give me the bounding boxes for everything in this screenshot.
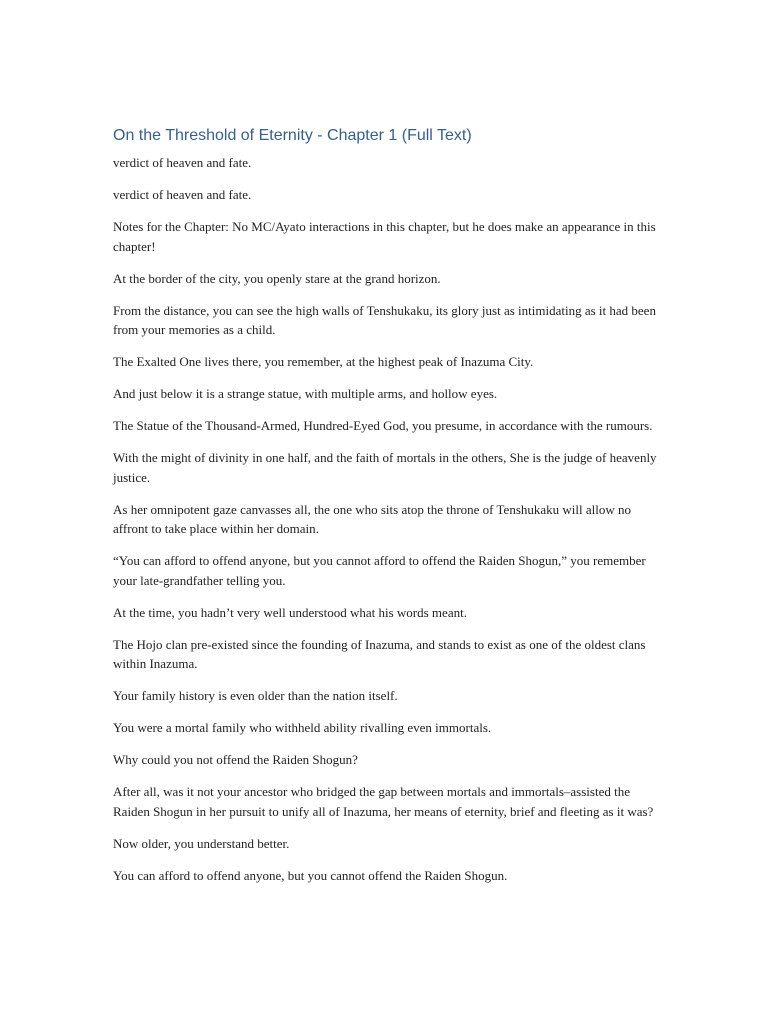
document-title: On the Threshold of Eternity - Chapter 1 (Full Text) <box>113 127 472 144</box>
paragraph: verdict of heaven and fate. <box>113 187 252 202</box>
paragraph: At the time, you hadn’t very well understood what his words meant. <box>113 604 467 620</box>
paragraph: After all, was it not your ancestor who bridged the gap between mortals and immortals–assisted the Raiden Shogun in her pursuit to unify all of Inazuma, her means of eternity, brief and fleeting as it was? <box>113 784 654 819</box>
paragraph: At the border of the city, you openly stare at the grand horizon. <box>113 270 441 286</box>
paragraph: The Hojo clan pre-existed since the founding of Inazuma, and stands to exist as one of the oldest clans within Inazuma. <box>113 636 646 671</box>
paragraph: You were a mortal family who withheld ability rivalling even immortals. <box>113 720 492 735</box>
paragraph: The Statue of the Thousand-Armed, Hundred-Eyed God, you presume, in accordance with the rumours. <box>113 418 653 433</box>
document-body <box>113 125 658 898</box>
paragraph: As her omnipotent gaze canvasses all, the one who sits atop the throne of Tenshukaku will allow no affront to take place within her domain. <box>113 501 632 536</box>
paragraph: Your family history is even older than the nation itself. <box>113 688 398 703</box>
paragraph: “You can afford to offend anyone, but you cannot afford to offend the Raiden Shogun,” you remember your late-grandfather telling you. <box>113 553 646 588</box>
paragraph: You can afford to offend anyone, but you cannot offend the Raiden Shogun. <box>113 867 508 883</box>
paragraph: Why could you not offend the Raiden Shogun? <box>113 752 358 767</box>
paragraph: Now older, you understand better. <box>113 835 290 851</box>
paragraph: verdict of heaven and fate. <box>113 155 252 170</box>
paragraph: From the distance, you can see the high walls of Tenshukaku, its glory just as intimidating as it had been from your memories as a child. <box>113 302 656 337</box>
paragraph: The Exalted One lives there, you remember, at the highest peak of Inazuma City. <box>113 354 534 369</box>
paragraph: And just below it is a strange statue, with multiple arms, and hollow eyes. <box>113 386 498 401</box>
paragraph: Notes for the Chapter: No MC/Ayato interactions in this chapter, but he does make an appearance in this chapter! <box>113 219 656 254</box>
paragraph: With the might of divinity in one half, and the faith of mortals in the others, She is the judge of heavenly justice. <box>113 450 657 485</box>
